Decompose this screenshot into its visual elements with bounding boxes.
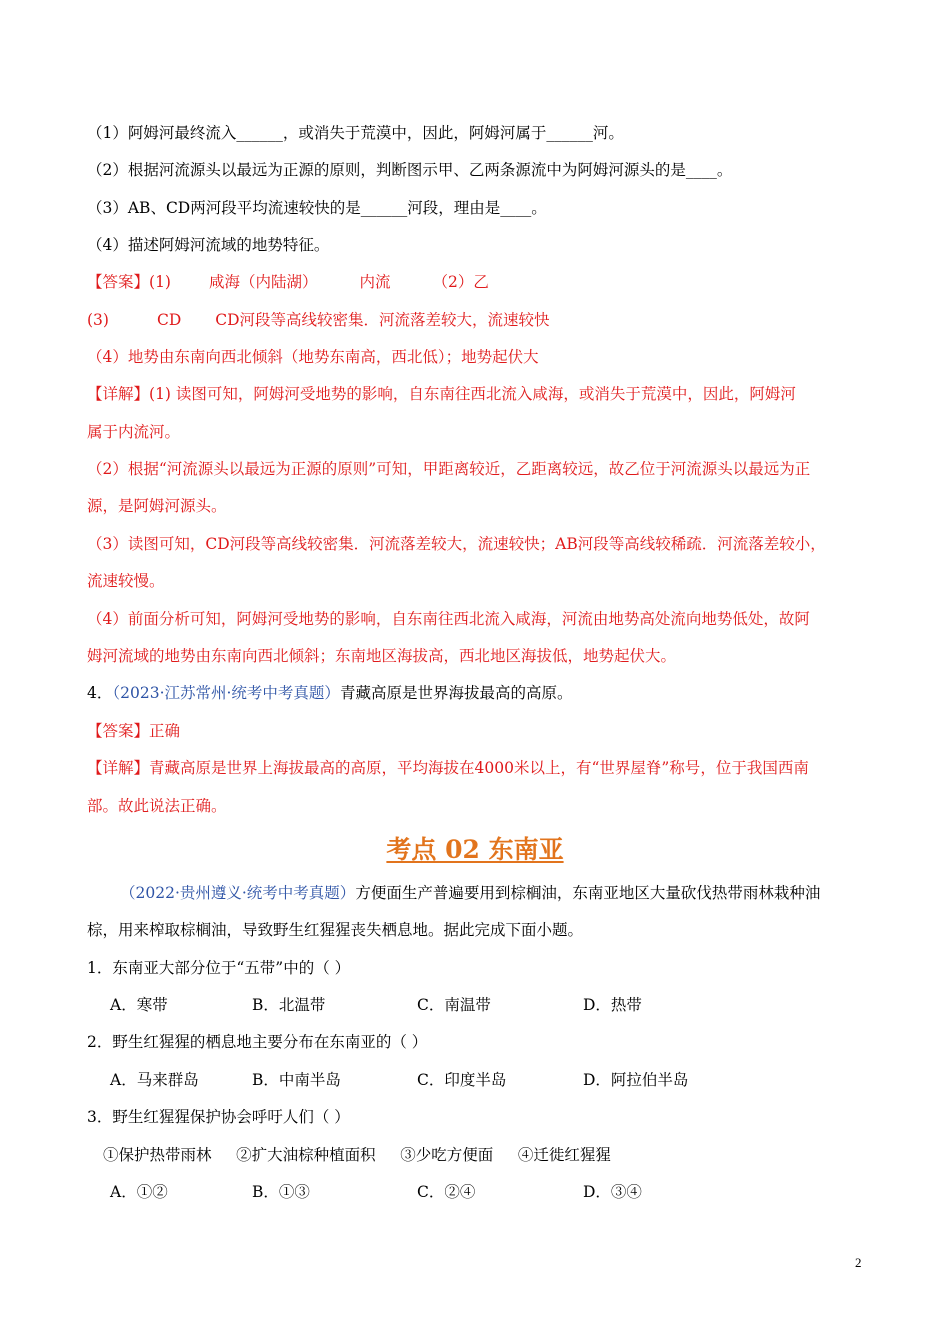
- detail-line: （3）读图可知，CD河段等高线较密集．河流落差较大，流速较快；AB河段等高线较稀疏．河流落差较小，: [87, 535, 826, 553]
- answer-part: (3): [87, 311, 109, 329]
- q4-answer: [87, 721, 867, 741]
- detail-label: 【详解】: [87, 759, 150, 777]
- answer-row-3: （4）地势由东南向西北倾斜（地势东南高，西北低）；地势起伏大: [87, 348, 539, 366]
- answer-part: （2）乙: [432, 273, 489, 291]
- q4-number: 4．: [87, 684, 113, 702]
- answer-row-2: [87, 310, 867, 330]
- detail-line: 源，是阿姆河源头。: [87, 497, 227, 515]
- detail-line: 流速较慢。: [87, 572, 165, 590]
- intro-line-1: [120, 883, 868, 903]
- answer-part: 咸海（内陆湖）: [208, 273, 318, 291]
- answer-part: CD: [156, 311, 182, 329]
- option-a[interactable]: A．①②: [110, 1183, 168, 1201]
- detail-text: (1) 读图可知，阿姆河受地势的影响，自东南往西北流入咸海，或消失于荒漠中，因此，阿姆河: [149, 385, 796, 403]
- answer-label: 【答案】: [87, 722, 150, 740]
- detail-line: [87, 384, 867, 404]
- mc-stem-3: 3．野生红猩猩保护协会呼吁人们（ ）: [87, 1108, 350, 1126]
- section-title: [0, 834, 950, 866]
- option-b[interactable]: B．①③: [252, 1183, 310, 1201]
- detail-label: 【详解】: [87, 385, 150, 403]
- option-b[interactable]: B．中南半岛: [252, 1071, 341, 1089]
- question-3: （3）AB、CD两河段平均流速较快的是______河段，理由是____。: [87, 199, 547, 217]
- q4-text: 青藏高原是世界海拔最高的高原。: [339, 684, 573, 702]
- question-1: （1）阿姆河最终流入______，或消失于荒漠中，因此，阿姆河属于______河。: [87, 124, 624, 142]
- answer-part: (1): [149, 273, 171, 291]
- section-title-text: 考点 02 东南亚: [386, 835, 564, 864]
- detail-line: 姆河流域的地势由东南向西北倾斜；东南地区海拔高，西北地区海拔低，地势起伏大。: [87, 647, 677, 665]
- mc-stem-1: 1．东南亚大部分位于“五带”中的（ ）: [87, 959, 351, 977]
- option-d[interactable]: D．③④: [583, 1183, 642, 1201]
- question-4: （4）描述阿姆河流域的地势特征。: [87, 236, 330, 254]
- option-a[interactable]: A．马来群岛: [110, 1071, 199, 1089]
- detail-line: 属于内流河。: [87, 423, 181, 441]
- option-d[interactable]: D．热带: [583, 996, 642, 1014]
- answer-part: CD河段等高线较密集．河流落差较大，流速较快: [215, 311, 550, 329]
- detail-line: （2）根据“河流源头以最远为正源的原则”可知，甲距离较近，乙距离较远，故乙位于河流源头以最远为正: [87, 460, 811, 478]
- option-b[interactable]: B．北温带: [252, 996, 326, 1014]
- option-c[interactable]: C．②④: [417, 1183, 476, 1201]
- q4-detail: [87, 758, 867, 778]
- answer-label: 【答案】: [87, 273, 150, 291]
- page-number: 2: [855, 1255, 862, 1270]
- intro-line-2: 棕，用来榨取棕榈油，导致野生红猩猩丧失栖息地。据此完成下面小题。: [87, 921, 584, 939]
- option-c[interactable]: C．印度半岛: [417, 1071, 507, 1089]
- q4-source: （2023·江苏常州·统考中考真题）: [112, 684, 340, 702]
- option-d[interactable]: D．阿拉伯半岛: [583, 1071, 689, 1089]
- question-2: （2）根据河流源头以最远为正源的原则，判断图示甲、乙两条源流中为阿姆河源头的是____。: [87, 161, 733, 179]
- mc-choices-3: ①保护热带雨林 ②扩大油棕种植面积 ③少吃方便面 ④迁徙红猩猩: [103, 1146, 611, 1164]
- intro-text: 方便面生产普遍要用到棕榈油，东南亚地区大量砍伐热带雨林栽种油: [355, 884, 821, 902]
- q4-answer-value: 正确: [149, 722, 181, 740]
- detail-line: （4）前面分析可知，阿姆河受地势的影响，自东南往西北流入咸海，河流由地势高处流向地势低处，故阿: [87, 610, 810, 628]
- mc-stem-2: 2．野生红猩猩的栖息地主要分布在东南亚的（ ）: [87, 1033, 428, 1051]
- q4-detail-cont: 部。故此说法正确。: [87, 797, 227, 815]
- answer-row-1: [87, 272, 867, 292]
- q4-line: [87, 683, 867, 703]
- option-a[interactable]: A．寒带: [110, 996, 168, 1014]
- answer-part: 内流: [359, 273, 391, 291]
- q4-detail-text: 青藏高原是世界上海拔最高的高原，平均海拔在4000米以上，有“世界屋脊”称号，位于我国西南: [149, 759, 809, 777]
- option-c[interactable]: C．南温带: [417, 996, 491, 1014]
- intro-source: （2022·贵州遵义·统考中考真题）: [120, 884, 356, 902]
